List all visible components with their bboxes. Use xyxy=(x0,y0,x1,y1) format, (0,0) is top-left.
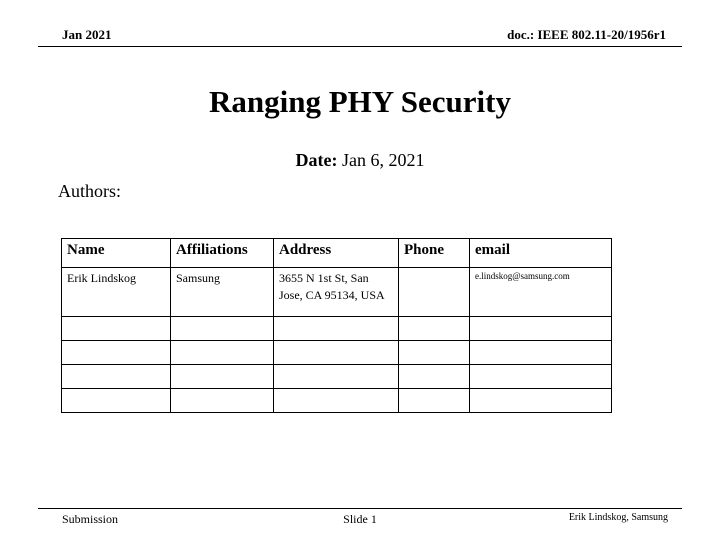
authors-table xyxy=(61,238,612,413)
cell-phone xyxy=(399,389,470,413)
header-date: Jan 2021 xyxy=(62,27,112,42)
cell-address xyxy=(274,317,399,341)
footer-author: Erik Lindskog, Samsung xyxy=(568,512,668,523)
authors-label: Authors: xyxy=(58,181,121,201)
cell-affiliation xyxy=(171,365,274,389)
footer-slide-number: Slide 1 xyxy=(343,512,377,526)
col-header-name: Name xyxy=(62,239,171,268)
col-header-email: email xyxy=(470,239,612,268)
cell-name: Erik Lindskog xyxy=(62,268,171,317)
header-doc-id: doc.: IEEE 802.11-20/1956r1 xyxy=(507,27,666,42)
cell-email xyxy=(470,317,612,341)
col-header-address: Address xyxy=(274,239,399,268)
cell-address xyxy=(274,365,399,389)
cell-address xyxy=(274,341,399,365)
cell-affiliation xyxy=(171,389,274,413)
cell-affiliation xyxy=(171,317,274,341)
cell-name xyxy=(62,317,171,341)
table-row xyxy=(62,317,612,341)
cell-email xyxy=(470,365,612,389)
cell-address: 3655 N 1st St, San Jose, CA 95134, USA xyxy=(274,268,399,317)
cell-email xyxy=(470,341,612,365)
cell-phone xyxy=(399,268,470,317)
col-header-phone: Phone xyxy=(399,239,470,268)
table-header-row xyxy=(62,239,612,268)
cell-phone xyxy=(399,317,470,341)
cell-name xyxy=(62,341,171,365)
col-header-affiliations: Affiliations xyxy=(171,239,274,268)
date-value: Jan 6, 2021 xyxy=(337,150,425,170)
slide-title: Ranging PHY Security xyxy=(209,84,511,119)
cell-address xyxy=(274,389,399,413)
header-divider xyxy=(38,46,682,47)
cell-name xyxy=(62,365,171,389)
cell-affiliation: Samsung xyxy=(171,268,274,317)
date-label: Date: xyxy=(295,150,338,170)
cell-name xyxy=(62,389,171,413)
table-row xyxy=(62,389,612,413)
date-line xyxy=(0,150,720,171)
cell-phone xyxy=(399,341,470,365)
footer-submission: Submission xyxy=(62,512,119,526)
table-row xyxy=(62,341,612,365)
footer-divider xyxy=(38,508,682,509)
cell-email xyxy=(470,389,612,413)
table-row xyxy=(62,365,612,389)
table-row xyxy=(62,268,612,317)
cell-affiliation xyxy=(171,341,274,365)
cell-email: e.lindskog@samsung.com xyxy=(470,268,612,317)
cell-phone xyxy=(399,365,470,389)
